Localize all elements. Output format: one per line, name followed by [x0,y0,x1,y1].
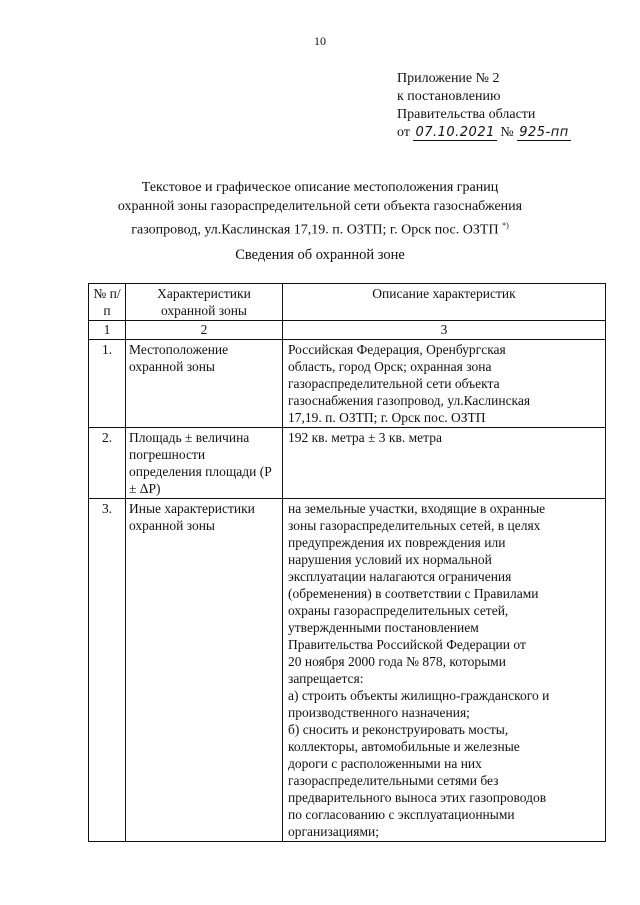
description-line: зоны газораспределительных сетей, в целях [288,518,541,533]
title-line: Текстовое и графическое описание местоположения границ [141,180,499,195]
number-label: № [500,125,514,140]
row-characteristic: Площадь ± величина погрешности определения площади (P ± ΔP) [126,428,283,499]
section-subtitle: Сведения об охранной зоне [235,247,405,263]
row-number: 2. [89,428,126,499]
row-characteristic: Иные характеристики охранной зоны [126,499,283,842]
description-line: на земельные участки, входящие в охранные [288,501,546,516]
row-description [283,428,606,499]
title-line [90,216,550,240]
description-line: дороги с расположенными на них [288,756,482,771]
description-line: организациями; [288,824,379,839]
table-row [89,340,606,428]
handwritten-number: 925-пп [519,125,569,140]
appendix-line: Правительства области [397,107,536,122]
table-header-row [89,284,606,321]
description-line: производственного назначения; [288,705,470,720]
column-number: 1 [89,321,126,340]
description-line: б) сносить и реконструировать мосты, [288,722,509,737]
description-line: охраны газораспределительных сетей, [288,603,509,618]
document-title [90,178,550,240]
description-line: 17,19. п. ОЗТП; г. Орск пос. ОЗТП [288,410,486,425]
description-line: Правительства Российской Федерации от [288,637,526,652]
row-description [283,499,606,842]
description-line: предварительного выноса этих газопроводов [288,790,547,805]
description-line: запрещается: [288,671,364,686]
row-number: 1. [89,340,126,428]
handwritten-date: 07.10.2021 [415,125,495,140]
description-line: 192 кв. метра ± 3 кв. метра [288,430,442,445]
appendix-line: Приложение № 2 [397,71,500,86]
table-row [89,428,606,499]
description-line: газораспределительной сети объекта [288,376,500,391]
description-line: 20 ноября 2000 года № 878, которыми [288,654,506,669]
table-row [89,499,606,842]
description-line: область, город Орск; охранная зона [288,359,492,374]
description-line: газораспределительными сетями без [288,773,499,788]
row-description [283,340,606,428]
header-characteristics: Характеристики охранной зоны [126,284,283,321]
description-line: по согласованию с эксплуатационными [288,807,515,822]
header-description: Описание характеристик [283,284,606,321]
appendix-line: к постановлению [397,89,501,104]
page-number: 10 [314,34,326,48]
title-line: охранной зоны газораспределительной сети объекта газоснабжения [117,199,523,214]
zone-info-table [88,283,606,842]
column-number: 2 [126,321,283,340]
description-line: нарушения условий их нормальной [288,552,492,567]
from-label: от [397,125,410,140]
description-line: газоснабжения газопровод, ул.Каслинская [288,393,531,408]
footnote-mark: *) [502,221,509,230]
description-line: (обременения) в соответствии с Правилами [288,586,539,601]
description-line: коллекторы, автомобильные и железные [288,739,520,754]
description-line: утвержденными постановлением [288,620,479,635]
description-line: эксплуатации налагаются ограничения [288,569,512,584]
column-number: 3 [283,321,606,340]
column-number-row [89,321,606,340]
description-line: предупреждения их повреждения или [288,535,506,550]
header-num: № п/п [89,284,126,321]
row-characteristic: Местоположение охранной зоны [126,340,283,428]
title-line-text: газопровод, ул.Каслинская 17,19. п. ОЗТП; г. Орск пос. ОЗТП [131,222,499,238]
description-line: Российская Федерация, Оренбургская [288,342,506,357]
appendix-block [397,70,571,142]
appendix-date-line [397,124,571,142]
row-number: 3. [89,499,126,842]
description-line: а) строить объекты жилищно-гражданского и [288,688,550,703]
